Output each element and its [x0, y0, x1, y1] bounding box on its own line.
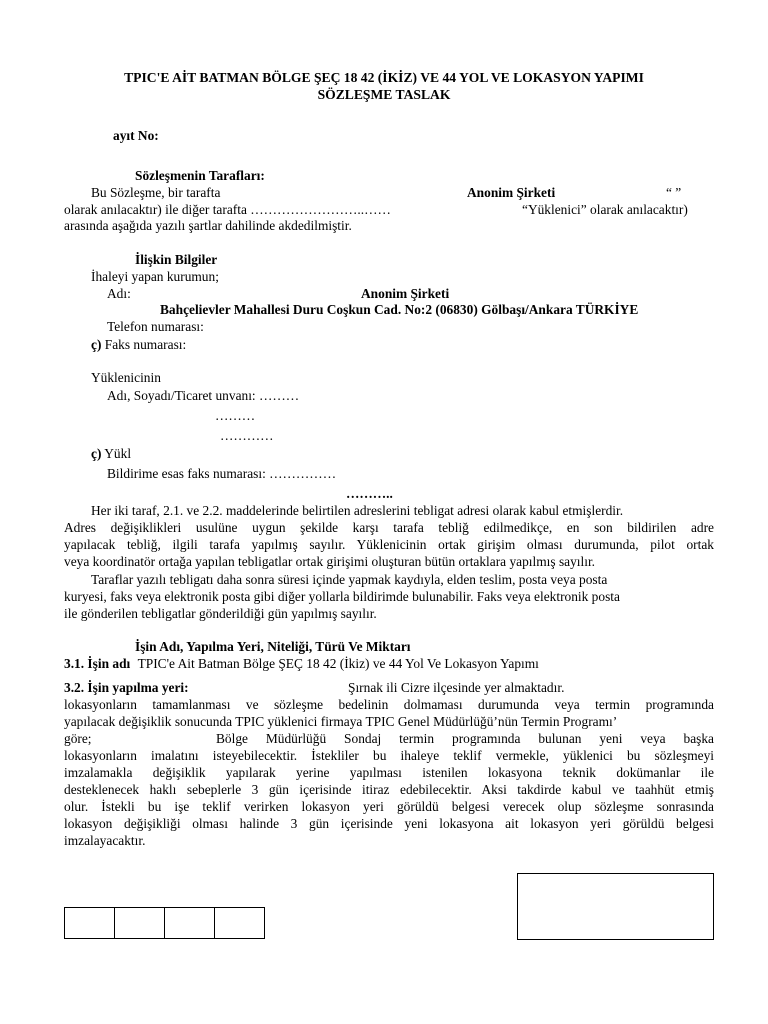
owner-label: İhaleyi yapan kurumun; [91, 269, 219, 284]
work-line-7: lokasyon değişikliği olması halinde 3 gün içerisinde yeni lokasyona ait lokasyon yeri görüldü belgesi [64, 816, 714, 831]
parties-line2: olarak anılacaktır) ile diğer tarafta ……………………..…… [64, 202, 391, 217]
parties-contractor-alias: “Yüklenici” olarak anılacaktır) [522, 202, 688, 217]
fax-prefix: ç) [91, 337, 102, 352]
para1-line4: veya koordinatör ortağa yapılan tebligatlar ortak girişimi oluşturan bütün ortaklara yapılmış sayılır. [64, 554, 596, 569]
para2-line1: Taraflar yazılı tebligatı daha sonra süresi içinde yapmak kaydıyla, elden teslim, posta veya posta [91, 572, 608, 587]
work-line-4: imzalamakla değişiklik yapılarak yerine yapılması istenilen lokasyona teknik dokümanlar ile [64, 765, 714, 780]
parties-quotes: “ ” [666, 185, 682, 200]
parties-company: Anonim Şirketi [467, 185, 556, 200]
para2-line2: kuryesi, faks veya elektronik posta gibi diğer yollarla bildirimde bulunabilir. Faks veya elektronik posta [64, 589, 620, 604]
initials-cell [65, 908, 115, 938]
para1-line2: Adres değişiklikleri usulüne uygun şekilde karşı tarafa tebliğ edilmedikçe, en son bildirilen adre [64, 520, 714, 535]
work-line-8: imzalayacaktır. [64, 833, 146, 848]
notify-dots: ……….. [346, 486, 393, 501]
initials-cell [215, 908, 264, 938]
contractor-heading: Yüklenicinin [91, 370, 161, 385]
document-subtitle: SÖZLEŞME TASLAK [317, 87, 451, 102]
section-3-1-value: TPIC'e Ait Batman Bölge ŞEÇ 18 42 (İkiz) ve 44 Yol Ve Lokasyon Yapımı [137, 656, 539, 671]
owner-address: Bahçelievler Mahallesi Duru Coşkun Cad. No:2 (06830) Gölbaşı/Ankara TÜRKİYE [160, 302, 639, 317]
section-3-1 [64, 656, 539, 672]
section-3-2-label: 3.2. İşin yapılma yeri: [64, 680, 189, 695]
contractor-yukl [91, 446, 131, 462]
work-line-3: lokasyonların imalatını isteyebilecektir. İstekliler bu ihaleye teklif vermekle, yüklenici bu sözleşmeyi [64, 748, 714, 763]
work-heading: İşin Adı, Yapılma Yeri, Niteliği, Türü Ve Miktarı [135, 639, 411, 654]
work-line-1: lokasyonların tamamlanması ve sözleşme bedelinin dolmaması durumunda veya termin programında [64, 697, 714, 712]
work-line-2: yapılacak değişiklik sonucunda TPIC yüklenici firmaya TPIC Genel Müdürlüğü’nün Termin Programı’ [64, 714, 618, 729]
contractor-dots-1: ……… [215, 408, 256, 423]
initials-cells [64, 907, 265, 939]
document-title: TPIC'E AİT BATMAN BÖLGE ŞEÇ 18 42 (İKİZ) VE 44 YOL VE LOKASYON YAPIMI [124, 70, 644, 85]
initials-cell [115, 908, 165, 938]
initials-cell [165, 908, 215, 938]
work-line-6: olur. İstekli bu işe teklif verirken lokasyon yeri görüldü belgesi verecek olup sözleşme sonrasında [64, 799, 714, 814]
para1-line3: yapılacak tebliğ, ilgili tarafa yapılmış sayılır. Yüklenicinin ortak girişim olması durumunda, pilot ortak [64, 537, 714, 552]
contractor-dots-2: ………… [220, 428, 274, 443]
parties-line1: Bu Sözleşme, bir tarafta [91, 185, 221, 200]
para2-line3: ile gönderilen tebligatlar gönderildiği gün yapılmış sayılır. [64, 606, 377, 621]
work-gore-right: Bölge Müdürlüğü Sondaj termin programında bulunan yeni veya başka [216, 731, 714, 746]
yukl-label: Yükl [104, 446, 132, 461]
owner-fax [91, 337, 186, 353]
stamp-box [517, 873, 714, 940]
parties-heading: Sözleşmenin Tarafları: [135, 168, 265, 183]
para1-line1: Her iki taraf, 2.1. ve 2.2. maddelerinde belirtilen adreslerini tebligat adresi olarak kabul etmişlerdir. [91, 503, 624, 518]
section-3-2-value: Şırnak ili Cizre ilçesinde yer almaktadır. [348, 680, 565, 695]
work-gore-left: göre; [64, 731, 92, 746]
yukl-prefix: ç) [91, 446, 102, 461]
owner-name-value: Anonim Şirketi [361, 286, 450, 301]
fax-label: Faks numarası: [104, 337, 187, 352]
owner-phone: Telefon numarası: [107, 319, 204, 334]
contractor-name: Adı, Soyadı/Ticaret unvanı: ……… [107, 388, 300, 403]
owner-name-label: Adı: [107, 286, 131, 301]
parties-line3: arasında aşağıda yazılı şartlar dahilinde akdedilmiştir. [64, 218, 352, 233]
sayit-no-label: ayıt No: [113, 128, 159, 143]
section-3-1-label: 3.1. İşin adı [64, 656, 131, 671]
contact-heading: İlişkin Bilgiler [135, 252, 218, 267]
work-line-5: desteklenecek haklı sebeplerle 3 gün içerisinde itiraz edebilecektir. Aksi takdirde kabul ve taahhüt etmiş [64, 782, 714, 797]
notify-fax: Bildirime esas faks numarası: …………… [107, 466, 337, 481]
